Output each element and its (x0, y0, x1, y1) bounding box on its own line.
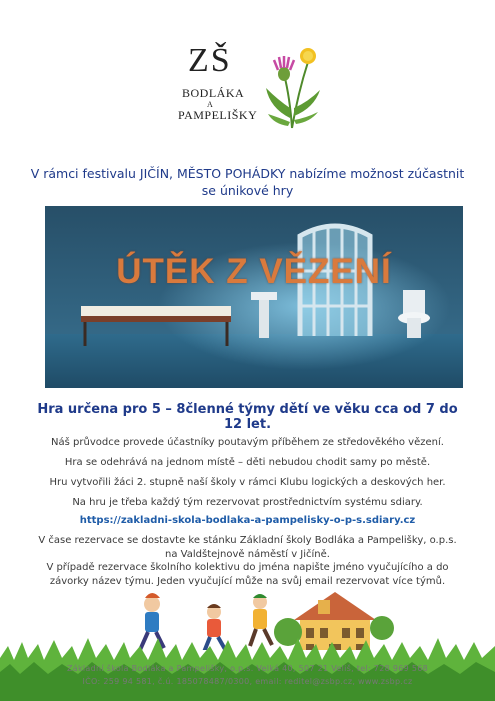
paragraph-school-groups: V případě rezervace školního kolektivu do jména napište jméno vyučujícího a do závorky název týmu. Jeden vyučující může na svůj email rezervovat více týmů. (46, 562, 449, 587)
reservation-link[interactable]: https://zakladni-skola-bodlaka-a-pampelisky-o-p-s.sdiary.cz (79, 515, 416, 526)
logo-a-text: A (207, 100, 214, 109)
dandelion-thistle-icon (262, 38, 324, 130)
running-child-icon (204, 604, 226, 652)
tree-icon (370, 616, 394, 640)
logo-pampelisky-text: PAMPELIŠKY (178, 108, 258, 122)
paragraph-guide: Náš průvodce provede účastníky poutavým příběhem ze středověkého vězení. (51, 437, 444, 448)
paragraph-location: Hra se odehrává na jednom místě – děti nebudou chodit samy po městě. (64, 457, 431, 468)
escape-game-banner (45, 206, 463, 388)
prison-cell-illustration (45, 206, 463, 388)
logo-zs-text: ZŠ (188, 42, 232, 79)
footer-address: Základní škola Bodláka a Pampelišky, o.p.s. Velká 40, 507 21 Veliš, tel: 728 969 568 (66, 664, 429, 673)
logo-bodlaka-text: BODLÁKA (182, 86, 245, 100)
running-child-icon (140, 593, 164, 650)
footer-contacts: IČO: 259 94 581, č.ú. 185078487/0300, email: reditel@zsbp.cz, www.zsbp.cz (82, 677, 413, 686)
intro-text: V rámci festivalu JIČÍN, MĚSTO POHÁDKY nabízíme možnost zúčastnit se únikové hry (30, 166, 465, 198)
paragraph-booth: V čase rezervace se dostavte ke stánku Základní školy Bodláka a Pampelišky, o.p.s. na Valdštejnově náměstí v Jičíně. (38, 535, 457, 560)
paragraph-creators: Hru vytvořili žáci 2. stupně naší školy v rámci Klubu logických a deskových her. (49, 477, 446, 488)
school-logo (170, 38, 330, 130)
banner-title: ÚTĚK Z VĚZENÍ (116, 252, 392, 291)
paragraph-reservation: Na hru je třeba každý tým rezervovat prostřednictvím systému sdiary. (72, 497, 423, 508)
running-child-icon (250, 594, 272, 646)
target-audience-headline: Hra určena pro 5 – 8členné týmy dětí ve věku cca od 7 do 12 let. (37, 402, 458, 432)
